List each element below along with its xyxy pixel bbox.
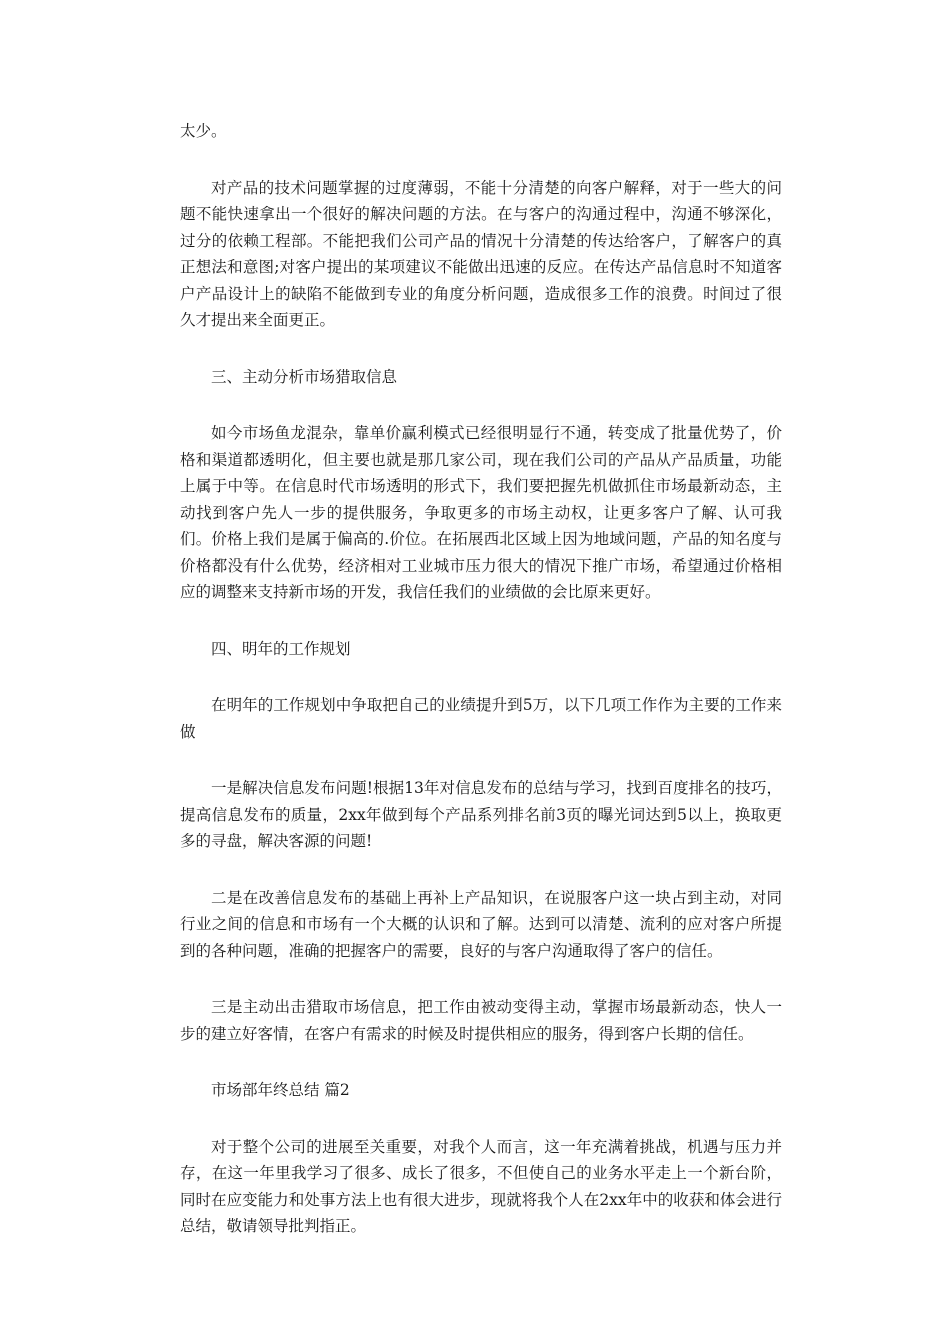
article-heading-part-2: 市场部年终总结 篇2 xyxy=(211,1081,350,1099)
paragraph-plan-item-2: 二是在改善信息发布的基础上再补上产品知识，在说服客户这一块占到主动，对同行业之间的信息和市场有一个大概的认识和了解。达到可以清楚、流利的应对客户所提到的各种问题，准确的把握客户的需要，良好的与客户沟通取得了客户的信任。 xyxy=(180,888,782,960)
paragraph-product-knowledge: 对产品的技术问题掌握的过度薄弱，不能十分清楚的向客户解释，对于一些大的问题不能快速拿出一个很好的解决问题的方法。在与客户的沟通过程中，沟通不够深化，过分的依赖工程部。不能把我们公司产品的情况十分清楚的传达给客户，了解客户的真正想法和意图;对客户提出的某项建议不能做出迅速的反应。在传达产品信息时不知道客户产品设计上的缺陷不能做到专业的角度分析问题，造成很多工作的浪费。时间过了很久才提出来全面更正。 xyxy=(180,178,782,329)
paragraph-market-analysis: 如今市场鱼龙混杂，靠单价赢利模式已经很明显行不通，转变成了批量优势了，价格和渠道都透明化，但主要也就是那几家公司，现在我们公司的产品从产品质量，功能上属于中等。在信息时代市场透明的形式下，我们要把握先机做抓住市场最新动态，主动找到客户先人一步的提供服务，争取更多的市场主动权，让更多客户了解、认可我们。价格上我们是属于偏高的.价位。在拓展西北区域上因为地域问题，产品的知名度与价格都没有什么优势，经济相对工业城市压力很大的情况下推广市场，希望通过价格相应的调整来支持新市场的开发，我信任我们的业绩做的会比原来更好。 xyxy=(180,424,782,601)
paragraph-continuation: 太少。 xyxy=(180,122,227,140)
section-heading-3: 三、主动分析市场猎取信息 xyxy=(211,367,398,386)
paragraph-plan-item-3: 三是主动出击猎取市场信息，把工作由被动变得主动，掌握市场最新动态，快人一步的建立好客情，在客户有需求的时候及时提供相应的服务，得到客户长期的信任。 xyxy=(180,998,782,1043)
paragraph-part-2-intro: 对于整个公司的进展至关重要，对我个人而言，这一年充满着挑战，机遇与压力并存，在这一年里我学习了很多、成长了很多，不但使自己的业务水平走上一个新台阶，同时在应变能力和处事方法上也有很大进步，现就将我个人在2xx年中的收获和体会进行总结，敬请领导批判指正。 xyxy=(180,1137,782,1235)
section-heading-4: 四、明年的工作规划 xyxy=(211,639,351,658)
document-page xyxy=(180,118,782,1270)
paragraph-plan-intro: 在明年的工作规划中争取把自己的业绩提升到5万，以下几项工作作为主要的工作来做 xyxy=(180,696,782,741)
paragraph-plan-item-1: 一是解决信息发布问题!根据13年对信息发布的总结与学习，找到百度排名的技巧，提高信息发布的质量，2xx年做到每个产品系列排名前3页的曝光词达到5以上，换取更多的寻盘，解决客源的问题! xyxy=(180,779,782,850)
